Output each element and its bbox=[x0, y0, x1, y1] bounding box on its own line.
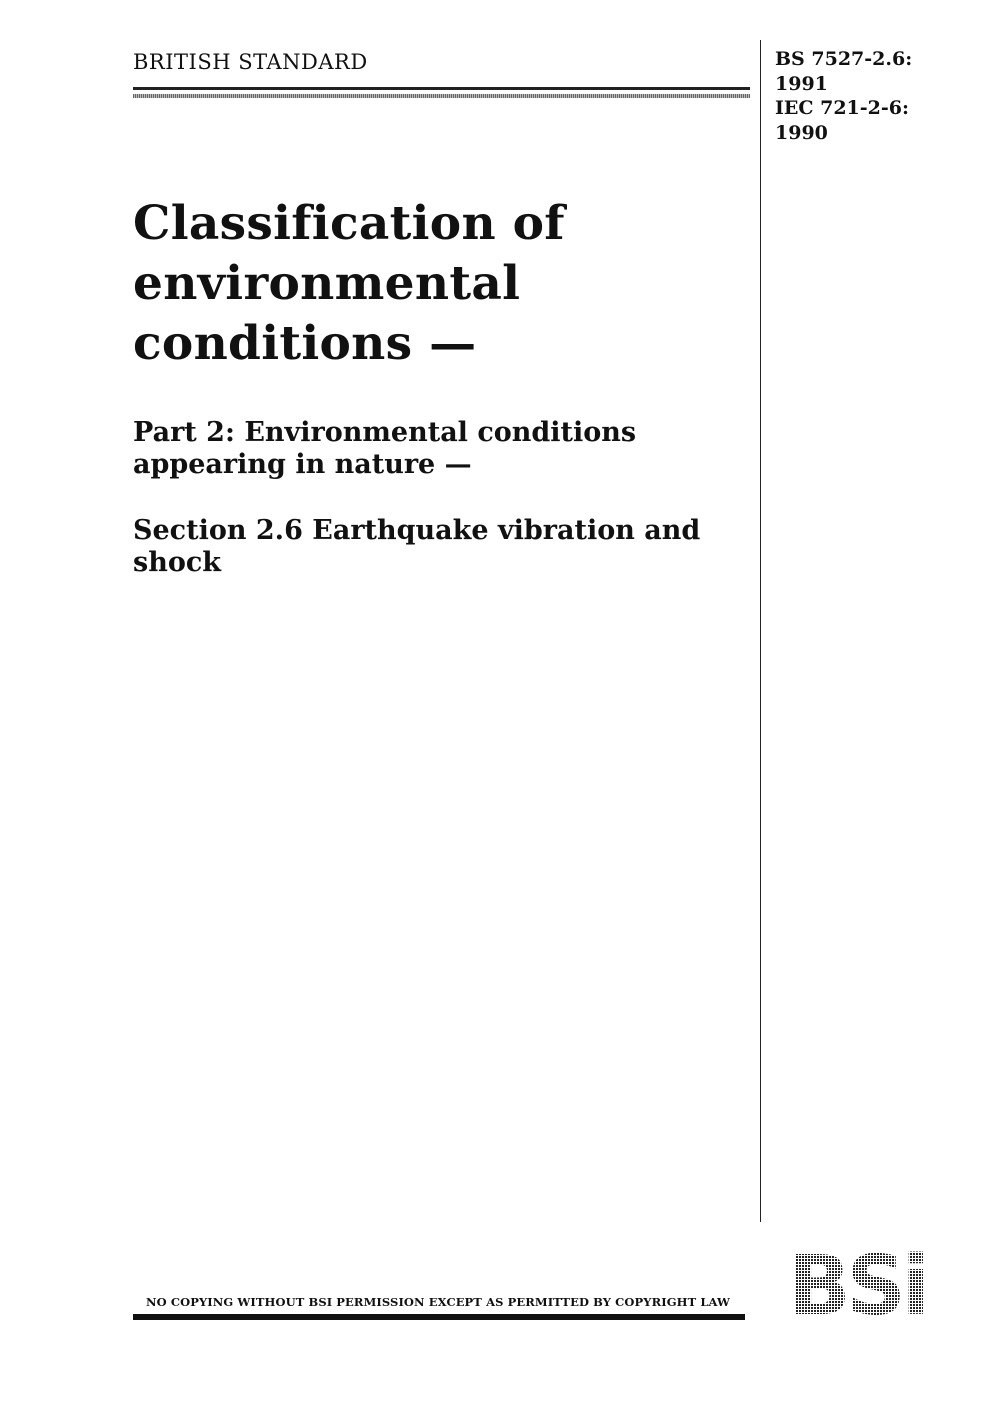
title-line-3: conditions — bbox=[133, 316, 477, 371]
copyright-notice: NO COPYING WITHOUT BSI PERMISSION EXCEPT AS PERMITTED BY COPYRIGHT LAW bbox=[146, 1295, 731, 1309]
section-title bbox=[133, 515, 700, 579]
section-line-2: shock bbox=[133, 547, 221, 578]
standard-numbers bbox=[775, 47, 912, 145]
title-line-1: Classification of bbox=[133, 196, 565, 251]
footer-rule bbox=[133, 1314, 745, 1320]
column-divider bbox=[760, 40, 761, 1222]
bs-number: BS 7527-2.6: bbox=[775, 48, 913, 70]
document-type-label: BRITISH STANDARD bbox=[133, 50, 368, 74]
title-line-2: environmental bbox=[133, 256, 521, 311]
svg-text:BSi: BSi bbox=[788, 1244, 926, 1320]
iec-year: 1990 bbox=[775, 121, 828, 144]
header-rule-shaded bbox=[133, 94, 750, 98]
header-rule bbox=[133, 87, 750, 90]
part-line-2: appearing in nature — bbox=[133, 449, 472, 480]
part-title bbox=[133, 417, 636, 481]
bsi-logo-icon bbox=[769, 1244, 945, 1320]
section-line-1: Section 2.6 Earthquake vibration and bbox=[133, 515, 701, 546]
bs-year: 1991 bbox=[775, 72, 828, 95]
document-title bbox=[133, 194, 565, 374]
part-line-1: Part 2: Environmental conditions bbox=[133, 417, 637, 448]
iec-number: IEC 721-2-6: bbox=[775, 97, 909, 119]
